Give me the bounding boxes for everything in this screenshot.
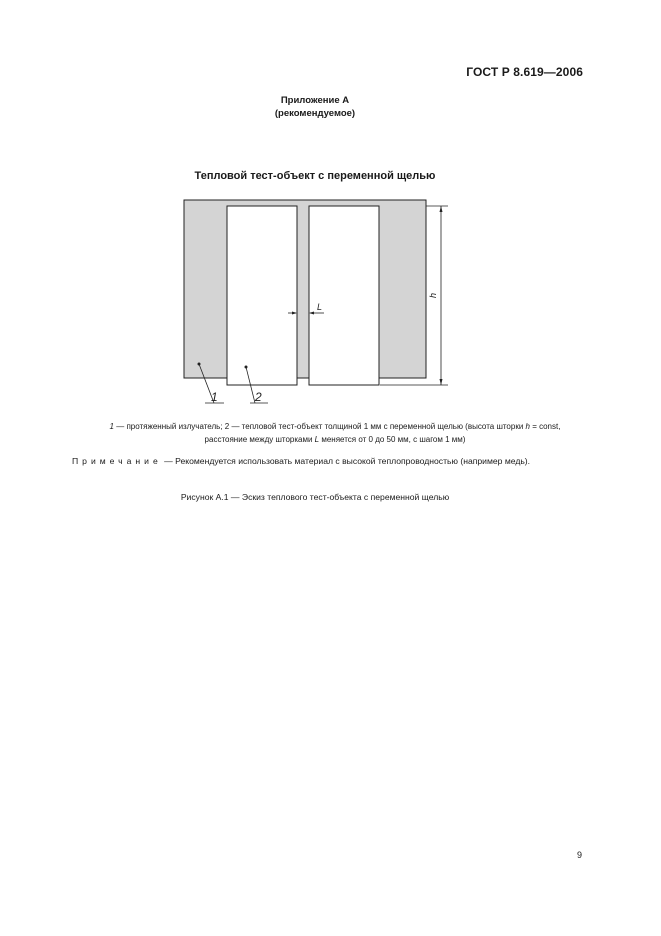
legend-text-3: = const,: [529, 422, 561, 431]
figure-title: Тепловой тест-объект с переменной щелью: [194, 170, 436, 182]
right-shutter: [309, 206, 379, 385]
legend-line-1: [40, 420, 630, 433]
legend-text-4: расстояние между шторками: [204, 435, 315, 444]
callout-1-label: 1: [211, 390, 218, 404]
legend-symbol-h: h: [525, 422, 530, 431]
appendix-title: Приложение А: [280, 95, 350, 106]
legend-line-2: [40, 433, 630, 446]
legend-number-1: 1: [109, 422, 114, 431]
legend-text-1: — протяженный излучатель;: [114, 422, 225, 431]
note-label: Примечание: [72, 456, 162, 466]
legend-number-2: 2: [224, 422, 230, 431]
legend-text-2: — тепловой тест-объект толщиной 1 мм с переменной щелью (высота шторки: [229, 422, 526, 431]
note-text: — Рекомендуется использовать материал с высокой теплопроводностью (например медь).: [161, 456, 531, 466]
callout-2-label: 2: [255, 390, 262, 404]
dimension-h-label: h: [428, 292, 438, 298]
left-shutter: [227, 206, 297, 385]
extended-emitter: [184, 200, 426, 378]
note-paragraph: [56, 454, 582, 468]
page-number: 9: [576, 850, 582, 860]
figure-caption: Рисунок А.1 — Эскиз теплового тест-объекта с переменной щелью: [180, 492, 450, 502]
legend-text-5: меняется от 0 до 50 мм, с шагом 1 мм): [319, 435, 466, 444]
standard-code: ГОСТ Р 8.619—2006: [466, 65, 583, 79]
dimension-L-label: L: [317, 302, 323, 312]
figure-legend: [40, 420, 630, 446]
appendix-status: (рекомендуемое): [274, 108, 356, 119]
legend-symbol-L: L: [314, 435, 320, 444]
